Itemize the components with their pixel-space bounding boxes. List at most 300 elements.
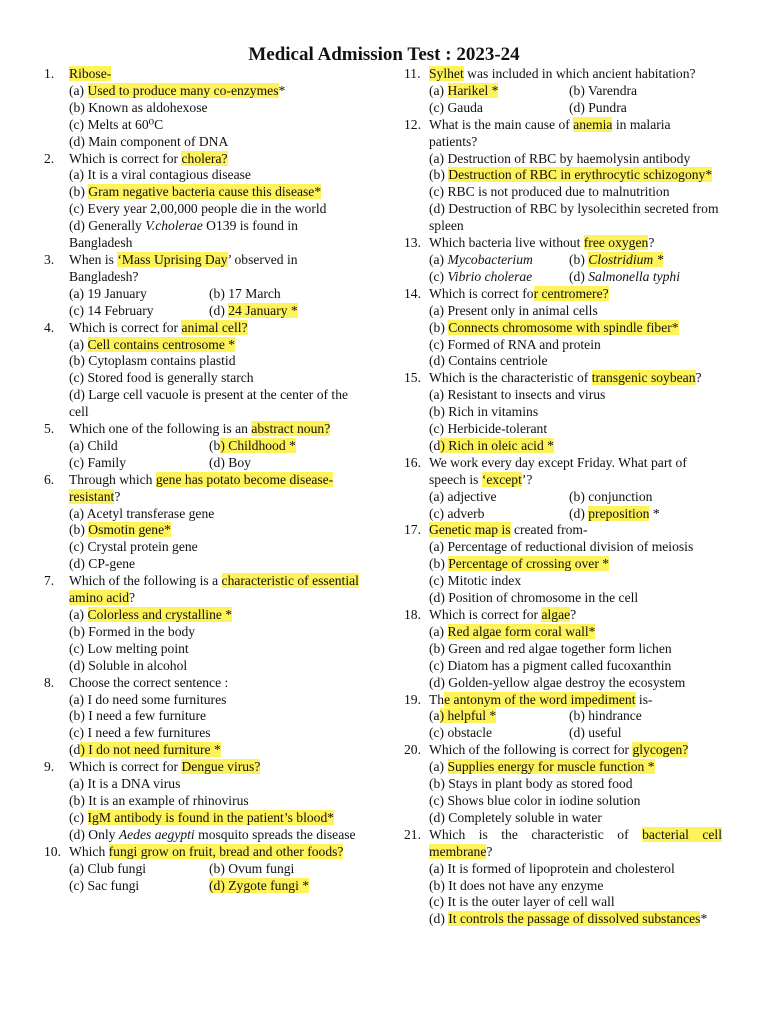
question-text (44, 472, 362, 506)
answer-option (69, 438, 209, 455)
text-part: (d) Completely soluble in water (429, 809, 602, 825)
text-part: ? (648, 235, 655, 251)
text-part: (d) (429, 911, 449, 927)
text-part: (b) (429, 167, 449, 183)
text-part: Choose the correct sentence : (69, 674, 229, 690)
answer-option (404, 590, 722, 607)
highlighted-answer: preposition (588, 505, 650, 521)
highlighted-answer: algae (541, 607, 571, 622)
text-part: (a) (69, 336, 88, 352)
highlighted-answer: animal cell? (181, 319, 248, 335)
question-text (404, 66, 722, 83)
answer-option (429, 708, 569, 725)
answer-option (209, 861, 362, 878)
highlighted-answer: ‘except (481, 471, 522, 487)
text-part: (a) I do need some furnitures (69, 691, 227, 707)
answer-option (569, 100, 722, 117)
question-text (404, 742, 722, 759)
question-number: 13. (404, 235, 421, 251)
text-part: (a) Present only in animal cells (429, 302, 598, 318)
highlighted-answer: Sylhet (429, 66, 464, 81)
question-number: 1. (44, 66, 55, 81)
text-part: (c) Melts at 60⁰C (69, 116, 164, 132)
text-part: Which is the characteristic of (429, 370, 592, 386)
text-part: Which bacteria live without (429, 235, 584, 251)
question-item (404, 286, 722, 371)
answer-option (404, 337, 722, 354)
text-part: ’? (521, 471, 533, 487)
answer-option (44, 539, 362, 556)
text-part: (c) Herbicide-tolerant (429, 421, 548, 437)
answer-option (404, 624, 722, 641)
answer-option (44, 776, 362, 793)
answer-option (44, 827, 362, 844)
question-item (44, 844, 362, 895)
question-number: 14. (404, 285, 421, 301)
answer-option (209, 438, 362, 455)
answer-option (404, 675, 722, 692)
answer-option (404, 861, 722, 878)
answer-option (569, 83, 722, 100)
answer-option (44, 134, 362, 151)
answer-option (404, 184, 722, 201)
highlighted-answer: Gram negative bacteria cause this disease* (88, 184, 322, 200)
question-text (404, 522, 722, 539)
answer-option (569, 725, 722, 742)
question-text (404, 455, 722, 489)
question-text (404, 827, 722, 861)
text-part: (a) Acetyl transferase gene (69, 505, 215, 521)
highlighted-answer: Dengue virus? (181, 759, 261, 775)
text-part: (d) (569, 505, 589, 521)
text-part: Which is correct for (69, 319, 182, 335)
answer-option (209, 455, 362, 472)
question-item (44, 472, 362, 573)
question-number: 4. (44, 319, 55, 335)
text-part: Through which (69, 471, 156, 487)
text-part: (c) Low melting point (69, 640, 189, 656)
text-part: (d) CP-gene (69, 556, 136, 572)
text-part: (c) Shows blue color in iodine solution (429, 792, 641, 808)
text-part: (d) Generally (69, 218, 146, 234)
answer-option (44, 201, 362, 218)
answer-option (404, 151, 722, 168)
text-part: (a) (429, 623, 448, 639)
text-part: (b) Stays in plant body as stored food (429, 776, 633, 792)
question-item (404, 117, 722, 235)
highlighted-answer: Used to produce many co-enzymes (87, 82, 279, 98)
text-part: mosquito spreads the disease (194, 826, 356, 842)
text-part: created from- (510, 522, 588, 538)
option-grid (404, 83, 722, 117)
text-part: (b) Rich in vitamins (429, 404, 539, 420)
italic-term: Aedes aegypti (118, 826, 195, 842)
question-number: 6. (44, 471, 55, 487)
answer-option (44, 607, 362, 624)
question-item (44, 421, 362, 472)
text-part: (d) Boy (209, 454, 251, 470)
text-part: (c) Family (69, 454, 127, 470)
answer-option (44, 167, 362, 184)
text-part: (b) Varendra (569, 82, 638, 98)
left-column (44, 66, 362, 894)
option-grid (404, 252, 722, 286)
highlighted-answer: IgM antibody is found in the patient’s blood* (87, 809, 335, 825)
answer-option (429, 489, 569, 506)
question-number: 2. (44, 150, 55, 166)
highlighted-answer: Percentage of crossing over * (448, 556, 610, 572)
text-part: ? (129, 590, 136, 606)
question-number: 16. (404, 454, 421, 470)
italic-term: V.cholerae (145, 218, 203, 234)
text-part: (b (209, 437, 221, 453)
text-part: ? (695, 370, 702, 386)
answer-option (404, 894, 722, 911)
answer-option (404, 911, 722, 928)
question-item (404, 692, 722, 743)
question-number: 9. (44, 759, 55, 775)
text-part: (a) (429, 82, 448, 98)
answer-option (404, 421, 722, 438)
italic-term: Salmonella typhi (588, 268, 680, 284)
question-item (404, 455, 722, 523)
text-part: (b) It is an example of rhinovirus (69, 792, 249, 808)
text-part: (c) Diatom has a pigment called fucoxanthin (429, 657, 672, 673)
text-part: (b) (429, 556, 449, 572)
text-part: (a) Club fungi (69, 860, 147, 876)
answer-option (404, 167, 722, 184)
answer-option (569, 252, 722, 269)
highlighted-answer: Ribose- (69, 66, 112, 81)
answer-option (44, 708, 362, 725)
text-part: (a) Child (69, 437, 118, 453)
question-number: 19. (404, 691, 421, 707)
text-part: (c) I need a few furnitures (69, 725, 211, 741)
highlighted-answer: Harikel * (447, 82, 499, 98)
text-part: (c) Crystal protein gene (69, 539, 198, 555)
question-number: 11. (404, 66, 421, 81)
question-text (404, 235, 722, 252)
italic-term: Vibrio cholerae (447, 268, 533, 284)
question-text (44, 759, 362, 776)
text-part: * (649, 505, 660, 521)
highlighted-answer: Osmotin gene* (88, 522, 171, 538)
question-item (44, 675, 362, 760)
answer-option (404, 353, 722, 370)
answer-option (69, 455, 209, 472)
text-part: * (700, 911, 708, 927)
highlighted-answer: Red algae form coral wall* (447, 623, 596, 639)
answer-option (44, 370, 362, 387)
highlighted-answer: (d) Zygote fungi * (209, 877, 310, 893)
text-part: ? (486, 843, 493, 859)
question-text (44, 421, 362, 438)
text-part: What is the main cause of (429, 116, 574, 132)
text-part: (d) Main component of DNA (69, 133, 229, 149)
answer-option (44, 556, 362, 573)
highlighted-answer: Genetic map is (429, 522, 511, 538)
answer-option (404, 641, 722, 658)
highlighted-answer: transgenic soybean (591, 370, 696, 386)
text-part: (d) useful (569, 725, 622, 741)
answer-option (429, 506, 569, 523)
answer-option (569, 269, 722, 286)
option-grid (404, 708, 722, 742)
answer-option (44, 337, 362, 354)
text-part: (b) (429, 319, 449, 335)
answer-option (404, 878, 722, 895)
question-number: 18. (404, 607, 421, 622)
text-part: (b) (69, 184, 89, 200)
question-text (44, 675, 362, 692)
question-item (404, 607, 722, 692)
highlighted-answer: Destruction of RBC in erythrocytic schizogony* (448, 167, 713, 183)
text-part: (b) conjunction (569, 488, 653, 504)
text-part: (c) Formed of RNA and protein (429, 336, 601, 352)
text-part: * (278, 82, 286, 98)
text-part: (d (69, 742, 81, 758)
question-item (404, 827, 722, 928)
text-part: (b) (69, 522, 89, 538)
answer-option (209, 303, 362, 320)
answer-option (44, 83, 362, 100)
text-part: Th (429, 691, 445, 707)
question-text (404, 692, 722, 709)
question-number: 3. (44, 251, 55, 267)
answer-option (44, 117, 362, 134)
highlighted-answer: ) I do not need furniture * (80, 742, 221, 758)
question-item (44, 320, 362, 421)
text-part: (c) Sac fungi (69, 877, 140, 893)
italic-term: Mycobacterium (447, 251, 533, 267)
text-part: (a) adjective (429, 488, 497, 504)
text-part: (b) Cytoplasm contains plastid (69, 353, 236, 369)
text-part: Which is the characteristic of (429, 826, 643, 842)
highlighted-answer: abstract noun? (251, 421, 331, 437)
answer-option (44, 742, 362, 759)
answer-option (44, 218, 362, 252)
answer-option (44, 387, 362, 421)
question-number: 15. (404, 370, 421, 386)
text-part: (d) (569, 268, 589, 284)
highlighted-answer: e antonym of the word impediment (444, 691, 636, 707)
answer-option (429, 252, 569, 269)
question-item (44, 252, 362, 320)
question-number: 8. (44, 674, 55, 690)
right-column (404, 66, 722, 928)
highlighted-answer: Supplies energy for muscle function * (447, 759, 655, 775)
question-text (404, 286, 722, 303)
answer-option (569, 506, 722, 523)
answer-option (404, 793, 722, 810)
answer-option (44, 522, 362, 539)
text-part: (a) It is a DNA virus (69, 776, 181, 792)
question-number: 5. (44, 421, 55, 437)
option-grid (44, 438, 362, 472)
answer-option (69, 861, 209, 878)
text-part: (a) It is a viral contagious disease (69, 167, 251, 183)
answer-option (404, 658, 722, 675)
text-part: (d) Destruction of RBC by lysolecithin secreted from spleen (429, 201, 719, 234)
answer-option (569, 708, 722, 725)
answer-option (404, 539, 722, 556)
text-part: (a) Destruction of RBC by haemolysin antibody (429, 150, 691, 166)
answer-option (404, 303, 722, 320)
answer-option (404, 438, 722, 455)
text-part: O139 is found in Bangladesh (69, 218, 298, 251)
highlighted-answer: free oxygen (583, 235, 649, 251)
highlighted-answer: 24 January * (228, 302, 298, 318)
answer-option (404, 759, 722, 776)
text-part: (d) Contains centriole (429, 353, 548, 369)
text-part: (a) It is formed of lipoprotein and cholesterol (429, 860, 675, 876)
answer-option (404, 556, 722, 573)
answer-option (404, 404, 722, 421)
question-item (404, 66, 722, 117)
answer-option (44, 810, 362, 827)
text-part: (d) Position of chromosome in the cell (429, 590, 639, 606)
text-part: Which one of the following is an (69, 421, 252, 437)
highlighted-answer: anemia (573, 116, 613, 132)
highlighted-answer: Connects chromosome with spindle fiber* (448, 319, 679, 335)
answer-option (404, 810, 722, 827)
text-part: (c) It is the outer layer of cell wall (429, 894, 615, 910)
question-number: 20. (404, 742, 421, 758)
question-text (44, 66, 362, 83)
answer-option (404, 573, 722, 590)
text-part: (a) Resistant to insects and virus (429, 387, 606, 403)
answer-option (429, 269, 569, 286)
question-item (404, 742, 722, 827)
text-part: (c) (69, 809, 88, 825)
text-part: (b) (569, 251, 589, 267)
question-item (404, 235, 722, 286)
text-part: (b) I need a few furniture (69, 708, 206, 724)
answer-option (44, 658, 362, 675)
option-grid (404, 489, 722, 523)
highlighted-answer: Cell contains centrosome * (87, 336, 236, 352)
text-part: (a) (429, 759, 448, 775)
text-part: (c) Mitotic index (429, 573, 522, 589)
answer-option (404, 776, 722, 793)
answer-option (429, 83, 569, 100)
answer-option (404, 387, 722, 404)
text-part: (c) adverb (429, 505, 485, 521)
text-part: Which of the following is a (69, 573, 222, 589)
text-part: (a) Percentage of reductional division of meiosis (429, 539, 694, 555)
text-part: (b) Ovum fungi (209, 860, 295, 876)
text-part: (b) 17 March (209, 285, 281, 301)
answer-option (44, 353, 362, 370)
text-part: (b) Formed in the body (69, 623, 196, 639)
question-item (404, 522, 722, 607)
text-part: (d) (209, 302, 229, 318)
highlighted-answer: ‘Mass Uprising Day (117, 251, 228, 267)
answer-option (44, 506, 362, 523)
text-part: (d) Large cell vacuole is present at the center of the cell (69, 387, 349, 420)
highlighted-answer: bacterial cell membrane (429, 826, 722, 859)
text-part: (d) Golden-yellow algae destroy the ecosystem (429, 674, 686, 690)
answer-option (69, 878, 209, 895)
text-part: Which is correct for (69, 150, 182, 166)
text-part: Which is correct for (429, 607, 542, 622)
highlighted-answer: Colorless and crystalline * (87, 607, 233, 622)
text-part: ? (114, 488, 121, 504)
highlighted-answer: Clostridium * (588, 251, 664, 267)
answer-option (69, 286, 209, 303)
answer-option (404, 201, 722, 235)
text-part: is- (635, 691, 653, 707)
answer-option (404, 320, 722, 337)
answer-option (44, 641, 362, 658)
answer-option (44, 100, 362, 117)
answer-option (69, 303, 209, 320)
text-part: (c) Every year 2,00,000 people die in the world (69, 201, 327, 217)
answer-option (209, 878, 362, 895)
question-text (44, 844, 362, 861)
question-text (44, 320, 362, 337)
question-text (44, 573, 362, 607)
text-part: Which is correct fo (429, 285, 534, 301)
highlighted-answer: ) Rich in oleic acid * (440, 437, 554, 453)
question-item (44, 151, 362, 252)
question-number: 10. (44, 843, 61, 859)
text-part: (b) hindrance (569, 708, 642, 724)
question-item (44, 573, 362, 674)
answer-option (44, 725, 362, 742)
text-part: (c) Gauda (429, 99, 483, 115)
text-part: (c) RBC is not produced due to malnutrition (429, 184, 670, 200)
text-part: (c) obstacle (429, 725, 493, 741)
answer-option (569, 489, 722, 506)
text-part: (a (429, 708, 440, 724)
highlighted-answer: ) Childhood * (220, 437, 296, 453)
question-text (404, 117, 722, 151)
text-part: (a) (69, 82, 88, 98)
highlighted-answer: cholera? (181, 150, 228, 166)
text-part: Which of the following is correct for (429, 742, 633, 758)
page-title: Medical Admission Test : 2023-24 (248, 44, 520, 65)
text-part: (a) (429, 251, 448, 267)
text-part: in malaria patients? (429, 116, 671, 149)
text-part: was included in which ancient habitation? (463, 66, 696, 81)
answer-option (209, 286, 362, 303)
text-part: (d) Only (69, 826, 119, 842)
answer-option (44, 692, 362, 709)
text-part: ? (570, 607, 577, 622)
text-part: (b) Known as aldohexose (69, 99, 208, 115)
text-part: Which is correct for (69, 759, 182, 775)
highlighted-answer: fungi grow on fruit, bread and other foods? (108, 843, 344, 859)
text-part: When is (69, 251, 118, 267)
answer-option (44, 793, 362, 810)
answer-option (429, 725, 569, 742)
answer-option (44, 624, 362, 641)
question-number: 7. (44, 573, 55, 589)
text-part: (a) 19 January (69, 285, 147, 301)
question-text (44, 252, 362, 286)
question-number: 17. (404, 522, 421, 538)
text-part: Which (69, 843, 109, 859)
question-text (404, 370, 722, 387)
highlighted-answer: r centromere? (533, 285, 609, 301)
text-part: We work every day except Friday. What part of speech is (429, 454, 687, 487)
text-part: (c) 14 February (69, 302, 154, 318)
option-grid (44, 286, 362, 320)
text-part: (c) Stored food is generally starch (69, 370, 254, 386)
option-grid (44, 861, 362, 895)
text-part: ’ observed in Bangladesh? (69, 251, 298, 284)
